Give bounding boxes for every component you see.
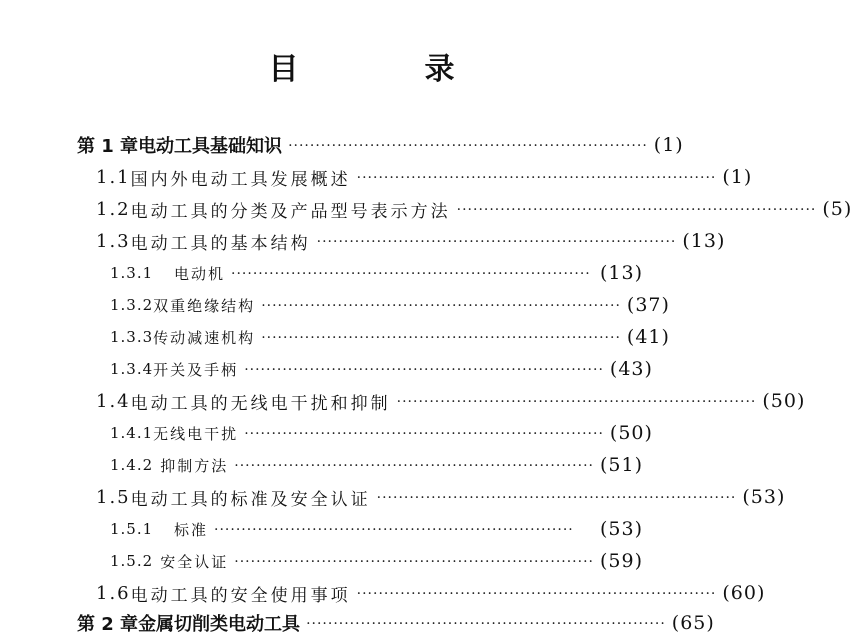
dot-leader: ·································································· bbox=[456, 202, 817, 218]
toc-entry-1-4 bbox=[0, 387, 806, 415]
toc-entry-title: 电动工具的标准及安全认证 bbox=[130, 489, 371, 510]
toc-entry-number: 1.3 bbox=[96, 230, 131, 252]
dot-leader: ·································································· bbox=[396, 394, 757, 410]
toc-entry-number: 第 2 章 bbox=[77, 614, 139, 635]
toc-entry-title: 标准 bbox=[174, 520, 209, 539]
toc-entry-title: 电动工具的无线电干扰和抑制 bbox=[130, 393, 391, 414]
toc-entry-page: (1) bbox=[722, 166, 753, 188]
toc-entry-number: 1.2 bbox=[96, 198, 131, 220]
dot-leader: ·································································· bbox=[316, 234, 677, 250]
toc-entry-1-6 bbox=[0, 579, 766, 607]
dot-leader: ·································································· bbox=[288, 138, 648, 154]
toc-entry-number: 1.4.1 bbox=[110, 424, 154, 442]
toc-entry-1-1 bbox=[0, 163, 753, 191]
toc-entry-1-3-1 bbox=[0, 259, 723, 287]
toc-entry-page: (43) bbox=[609, 358, 653, 380]
toc-entry-title: 传动减速机构 bbox=[153, 328, 256, 347]
toc-entry-1-3-4 bbox=[0, 355, 723, 383]
toc-entry-title: 双重绝缘结构 bbox=[153, 296, 256, 315]
dot-leader: ·································································· bbox=[261, 330, 621, 346]
toc-entry-1-2 bbox=[0, 195, 852, 223]
toc-entry-page: (60) bbox=[722, 582, 766, 604]
toc-entry-title: 电动工具的安全使用事项 bbox=[130, 585, 351, 606]
toc-entry-title: 电动工具的分类及产品型号表示方法 bbox=[130, 201, 451, 222]
toc-entry-page: (59) bbox=[599, 550, 643, 572]
toc-entry-number: 1.5.2 bbox=[110, 552, 154, 570]
dot-leader: ·································································· bbox=[234, 458, 594, 474]
page-title: 目 录 bbox=[268, 52, 503, 87]
dot-leader: ·································································· bbox=[261, 298, 621, 314]
toc-entry-chapter-1 bbox=[0, 131, 723, 159]
toc-entry-title: 电动机 bbox=[174, 264, 226, 283]
toc-entry-page: (53) bbox=[742, 486, 786, 508]
toc-entry-chapter-2 bbox=[0, 609, 723, 637]
toc-entry-1-5-2 bbox=[0, 547, 723, 575]
toc-entry-number: 1.6 bbox=[96, 582, 131, 604]
toc-entry-1-3-3 bbox=[0, 323, 723, 351]
toc-entry-number: 1.4.2 bbox=[110, 456, 154, 474]
toc-entry-page: (37) bbox=[626, 294, 670, 316]
dot-leader: ·································································· bbox=[231, 266, 591, 282]
toc-entry-page: (65) bbox=[671, 612, 715, 634]
dot-leader: ·································································· bbox=[234, 554, 594, 570]
toc-entry-title: 开关及手柄 bbox=[153, 360, 239, 379]
dot-leader: ·································································· bbox=[306, 616, 666, 632]
toc-entry-number: 第 1 章 bbox=[77, 136, 139, 157]
toc-entry-title: 无线电干扰 bbox=[153, 424, 239, 443]
toc-entry-page: (51) bbox=[599, 454, 643, 476]
toc-entry-page: (13) bbox=[682, 230, 726, 252]
toc-entry-title: 安全认证 bbox=[160, 552, 229, 571]
toc-entry-number: 1.3.1 bbox=[110, 264, 154, 282]
dot-leader: ·································································· bbox=[214, 522, 574, 538]
toc-entry-page: (53) bbox=[599, 518, 643, 540]
toc-entry-number: 1.3.4 bbox=[110, 360, 154, 378]
dot-leader: ·································································· bbox=[356, 170, 717, 186]
toc-entry-number: 1.4 bbox=[96, 390, 131, 412]
toc-entry-title: 电动工具基础知识 bbox=[138, 136, 283, 157]
toc-entry-number: 1.5 bbox=[96, 486, 131, 508]
toc-entry-title: 国内外电动工具发展概述 bbox=[130, 169, 351, 190]
toc-entry-number: 1.3.2 bbox=[110, 296, 154, 314]
toc-entry-page: (13) bbox=[599, 262, 643, 284]
toc-entry-title: 电动工具的基本结构 bbox=[130, 233, 311, 254]
dot-leader: ·································································· bbox=[356, 586, 717, 602]
toc-entry-number: 1.5.1 bbox=[110, 520, 154, 538]
dot-leader: ·································································· bbox=[244, 426, 604, 442]
toc-entry-1-3 bbox=[0, 227, 726, 255]
toc-entry-1-4-1 bbox=[0, 419, 723, 447]
toc-entry-1-5-1 bbox=[0, 515, 723, 543]
toc-entry-title: 抑制方法 bbox=[160, 456, 229, 475]
toc-entry-number: 1.3.3 bbox=[110, 328, 154, 346]
toc-entry-number: 1.1 bbox=[96, 166, 131, 188]
toc-entry-page: (41) bbox=[626, 326, 670, 348]
toc-entry-title: 金属切削类电动工具 bbox=[138, 614, 301, 635]
dot-leader: ·································································· bbox=[376, 490, 737, 506]
toc-entry-page: (5) bbox=[822, 198, 852, 220]
toc-entry-1-3-2 bbox=[0, 291, 723, 319]
toc-entry-page: (50) bbox=[609, 422, 653, 444]
toc-entry-page: (50) bbox=[762, 390, 806, 412]
toc-entry-1-4-2 bbox=[0, 451, 723, 479]
dot-leader: ·································································· bbox=[244, 362, 604, 378]
toc-entry-1-5 bbox=[0, 483, 786, 511]
toc-entry-page: (1) bbox=[653, 134, 684, 156]
